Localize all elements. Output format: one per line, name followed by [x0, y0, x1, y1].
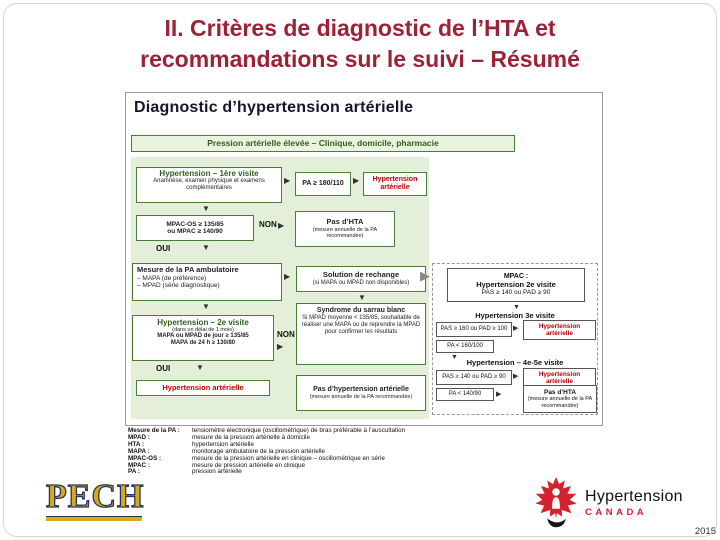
node-panel-no-hta-subtitle: (mesure annuelle de la PA recommandée) [527, 396, 593, 409]
hc-logo-name: Hypertension [585, 488, 683, 505]
node-mpac-criteria-line2: ou MPAC ≥ 140/90 [167, 228, 223, 235]
arrow-right-icon [420, 269, 430, 282]
node-visit1-title: Hypertension – 1ère visite [159, 169, 259, 178]
year-label: 2015 [694, 526, 716, 537]
node-panel-no-hta-title: Pas d’HTA [543, 389, 577, 397]
legend-definition: mesure de la pression artérielle à domicile [192, 433, 310, 441]
node-v3-else-text: PA < 160/100 [447, 343, 483, 350]
non-label: NON [259, 220, 277, 229]
legend-row [128, 469, 600, 476]
non-label: NON [277, 330, 295, 339]
node-v45-hypertension-text: Hypertension artérielle [538, 370, 581, 385]
node-v3-criteria-text: PAS ≥ 160 ou PAD ≥ 100 [440, 326, 508, 333]
node-fallback-title: Solution de rechange [322, 270, 400, 280]
node-v45-else [436, 388, 494, 401]
node-hypertension-top-text: Hypertension artérielle [372, 176, 418, 191]
legend-term: HTA : [128, 440, 145, 448]
legend-definition: monitorage ambulatoire de la pression artérielle [192, 447, 326, 455]
node-no-hta-2-subtitle: (mesure annuelle de la PA recommandée) [309, 393, 413, 400]
legend-term: MAPA : [128, 447, 150, 455]
node-v3-else [436, 340, 494, 353]
legend-definition: tensiomètre électronique (oscillométrique) de bras préférable à l’auscultation [192, 427, 406, 434]
legend-term: MPAD : [128, 433, 150, 441]
node-ambulatory [132, 263, 282, 301]
mpac-panel [432, 263, 598, 415]
arrow-right-icon [513, 325, 518, 332]
node-v45-else-text: PA < 140/90 [448, 391, 482, 398]
oui-label: OUI [156, 364, 171, 373]
flowchart [125, 92, 603, 426]
arrow-down-icon [202, 303, 210, 311]
node-fallback [296, 266, 426, 292]
hc-logo-text [585, 488, 683, 518]
hc-logo-country: CANADA [585, 507, 648, 518]
arrow-down-icon [202, 244, 210, 252]
elevated-bp-banner: Pression artérielle élevée – Clinique, domicile, pharmacie [131, 135, 515, 152]
node-white-coat [296, 303, 426, 365]
node-v45-criteria [436, 370, 512, 385]
legend-definition: pression artérielle [192, 468, 242, 476]
arrow-down-icon [513, 304, 520, 311]
pech-logo [46, 480, 144, 521]
node-white-coat-title: Syndrome du sarrau blanc [316, 307, 406, 314]
node-v3-hypertension-text: Hypertension artérielle [538, 322, 581, 337]
legend-term: PA : [128, 468, 140, 476]
pech-logo-text: PECH [46, 478, 145, 515]
legend-term: MPAC-OS : [128, 454, 162, 462]
node-no-hta-2 [296, 375, 426, 411]
node-ambulatory-title: Mesure de la PA ambulatoire [137, 265, 239, 274]
node-no-hta-1-subtitle: (mesure annuelle de la PA recommandée) [312, 227, 378, 240]
node-mpac-criteria [136, 215, 254, 241]
arrow-down-icon [202, 205, 210, 213]
abbreviations-legend [128, 428, 600, 476]
legend-term: MPAC : [128, 461, 150, 469]
node-pa180-text: PA ≥ 180/110 [302, 180, 344, 188]
node-visit2 [132, 315, 274, 361]
slide-title-line1: II. Critères de diagnostic de l’HTA et [164, 15, 556, 41]
arrow-right-icon [278, 222, 284, 230]
arrow-right-icon [284, 273, 290, 281]
arrow-right-icon [496, 391, 501, 398]
arrow-right-icon [353, 177, 359, 185]
node-panel-no-hta [523, 385, 597, 413]
legend-term: Mesure de la PA : [128, 427, 180, 434]
oui-label: OUI [156, 244, 171, 253]
pech-logo-underline [46, 516, 142, 521]
node-no-hta-1-title: Pas d’HTA [326, 217, 364, 227]
legend-definition: mesure de pression artérielle en clinique [192, 461, 306, 469]
node-mpac-criteria-line1: MPAC-OS ≥ 135/85 [166, 220, 224, 228]
slide-title-line2: recommandations sur le suivi – Résumé [140, 46, 580, 72]
node-v3-hypertension [523, 320, 596, 340]
node-visit1-subtitle: Anamnèse, examen physique et examens complémentaires [153, 178, 265, 191]
hypertension-canada-logo [534, 477, 683, 529]
node-v3-criteria [436, 322, 512, 337]
node-mpac-header-title: Hypertension 2e visite [476, 280, 556, 290]
node-hypertension-final [136, 380, 270, 396]
node-visit2-subtitle: (dans un délai de 1 mois) [172, 327, 234, 334]
arrow-down-icon [358, 294, 366, 302]
node-no-hta-2-title: Pas d’hypertension artérielle [313, 385, 409, 393]
legend-definition: mesure de la pression artérielle en clinique – oscillométrique en série [192, 454, 385, 462]
node-ambulatory-line1: – MAPA (de préférence) [137, 274, 207, 282]
node-mpac-header-label: MPAC : [503, 273, 529, 281]
maple-leaf-icon [534, 477, 578, 529]
node-visit2-line1: MAPA ou MPAD de jour ≥ 135/85 [157, 333, 249, 340]
node-no-hta-1 [295, 211, 395, 247]
node-v45-criteria-text: PAS ≥ 140 ou PAD ≥ 90 [442, 374, 506, 381]
node-hypertension-final-text: Hypertension artérielle [162, 382, 244, 392]
node-white-coat-body: Si MPAD moyenne < 135/85, souhaitable de réaliser une MAPA ou de reprendre la MPAD pour confirmer les résultats [301, 314, 421, 336]
node-mpac-header [447, 268, 585, 302]
visit45-label: Hypertension – 4e-5e visite [466, 358, 564, 367]
node-hypertension-top [363, 172, 427, 196]
node-visit2-title: Hypertension – 2e visite [157, 318, 249, 327]
node-fallback-subtitle: (si MAPA ou MPAD non disponibles) [312, 279, 410, 286]
slide-title [0, 13, 720, 75]
arrow-down-icon [196, 364, 204, 372]
node-mpac-header-sub: PAS ≥ 140 ou PAD ≥ 90 [481, 289, 551, 297]
node-pa180 [295, 172, 351, 196]
arrow-right-icon [513, 373, 518, 380]
arrow-right-icon [277, 343, 283, 351]
node-visit2-line2: MAPA de 24 h ≥ 130/80 [170, 340, 236, 347]
visit3-label: Hypertension 3e visite [475, 311, 555, 320]
node-visit1 [136, 167, 282, 203]
legend-definition: hypertension artérielle [192, 440, 254, 448]
arrow-right-icon [284, 177, 290, 185]
node-ambulatory-line2: – MPAD (série diagnostique) [137, 281, 220, 289]
flowchart-title: Diagnostic d’hypertension artérielle [134, 99, 414, 116]
